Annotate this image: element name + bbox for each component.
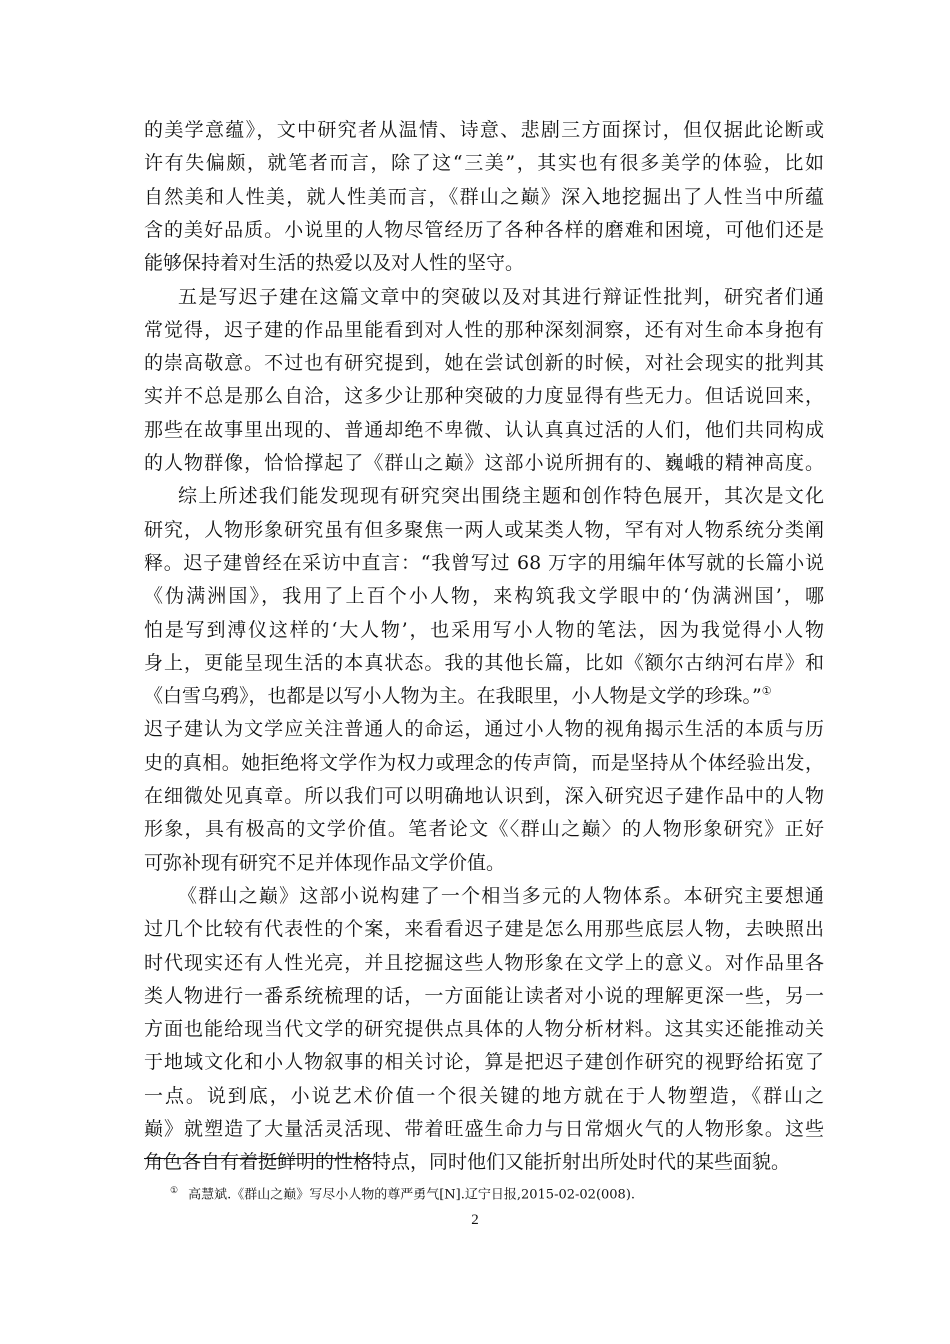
body-line: 实并不总是那么自洽，这多少让那种突破的力度显得有些无力。但话说回来， — [144, 385, 824, 408]
body-line: 自然美和人性美，就人性美而言，《群山之巅》深入地挖掘出了人性当中所蕴 — [144, 185, 824, 208]
body-line: 许有失偏颇，就笔者而言，除了这“三美”，其实也有很多美学的体验，比如 — [144, 152, 824, 175]
body-line: 常觉得，迟子建的作品里能看到对人性的那种深刻洞察，还有对生命本身抱有 — [144, 318, 824, 341]
body-line: 的美学意蕴》，文中研究者从温情、诗意、悲剧三方面探讨，但仅据此论断或 — [144, 119, 824, 141]
body-line: 形象，具有极高的文学价值。笔者论文《〈群山之巅〉的人物形象研究》正好 — [144, 818, 824, 841]
body-line: 史的真相。她拒绝将文学作为权力或理念的传声筒，而是坚持从个体经验出发， — [144, 751, 824, 774]
footnote-reference[interactable]: ① — [761, 684, 772, 698]
body-line: 在细微处见真章。所以我们可以明确地认识到，深入研究迟子建作品中的人物 — [144, 785, 824, 807]
body-line: 含的美好品质。小说里的人物尽管经历了各种各样的磨难和困境，可他们还是 — [144, 218, 824, 241]
body-line: 怕是写到溥仪这样的‘大人物’，也采用写小人物的笔法，因为我觉得小人物 — [144, 618, 824, 641]
body-line: 《群山之巅》这部小说构建了一个相当多元的人物体系。本研究主要想通 — [178, 884, 824, 907]
body-line: 综上所述我们能发现现有研究突出围绕主题和创作特色展开，其次是文化 — [178, 485, 824, 508]
body-line: 五是写迟子建在这篇文章中的突破以及对其进行辩证性批判，研究者们通 — [178, 285, 824, 308]
body-line: 的人物群像，恰恰撑起了《群山之巅》这部小说所拥有的、巍峨的精神高度。 — [144, 452, 824, 474]
body-line: 《伪满洲国》，我用了上百个小人物，来构筑我文学眼中的‘伪满洲国’，哪 — [144, 585, 824, 608]
body-line: 可弥补现有研究不足并体现作品文学价值。 — [144, 851, 506, 874]
footnote — [170, 1182, 820, 1204]
footnote-text: 高慧斌.《群山之巅》写尽小人物的尊严勇气[N].辽宁日报,2015-02-02(008). — [188, 1187, 636, 1203]
body-line: 于地域文化和小人物叙事的相关讨论，算是把迟子建创作研究的视野给拓宽了 — [144, 1051, 824, 1074]
body-line: 身上，更能呈现生活的本真状态。我的其他长篇，比如《额尔古纳河右岸》和 — [144, 651, 824, 674]
body-line-text: 《白雪乌鸦》，也都是以写小人物为主。在我眼里，小人物是文学的珍珠。” — [144, 685, 762, 708]
body-line: 过几个比较有代表性的个案，来看看迟子建是怎么用那些底层人物，去映照出 — [144, 918, 824, 941]
footnote-mark: ① — [170, 1186, 179, 1196]
footnote-separator — [144, 1158, 374, 1159]
page-number: 2 — [471, 1212, 479, 1228]
body-line — [144, 678, 824, 714]
body-line: 时代现实还有人性光亮，并且挖掘这些人物形象在文学上的意义。对作品里各 — [144, 951, 824, 974]
body-line: 释。迟子建曾经在采访中直言：“我曾写过 68 万字的用编年体写就的长篇小说 — [144, 551, 824, 574]
body-line: 巅》就塑造了大量活灵活现、带着旺盛生命力与日常烟火气的人物形象。这些 — [144, 1118, 824, 1140]
body-line: 能够保持着对生活的热爱以及对人性的坚守。 — [144, 252, 525, 275]
body-line: 一点。说到底，小说艺术价值一个很关键的地方就在于人物塑造，《群山之 — [144, 1084, 824, 1107]
body-line: 那些在故事里出现的、普通却绝不卑微、认认真真过活的人们，他们共同构成 — [144, 418, 824, 441]
body-line: 角色各自有着挺鲜明的性格特点，同时他们又能折射出所处时代的某些面貌。 — [144, 1151, 791, 1174]
body-line: 研究，人物形象研究虽有但多聚焦一两人或某类人物，罕有对人物系统分类阐 — [144, 518, 824, 541]
body-line: 迟子建认为文学应关注普通人的命运，通过小人物的视角揭示生活的本质与历 — [144, 718, 824, 741]
body-line: 的崇高敬意。不过也有研究提到，她在尝试创新的时候，对社会现实的批判其 — [144, 352, 824, 375]
body-line: 方面也能给现当代文学的研究提供点具体的人物分析材料。这其实还能推动关 — [144, 1018, 824, 1041]
body-line: 类人物进行一番系统梳理的话，一方面能让读者对小说的理解更深一些，另一 — [144, 984, 824, 1007]
